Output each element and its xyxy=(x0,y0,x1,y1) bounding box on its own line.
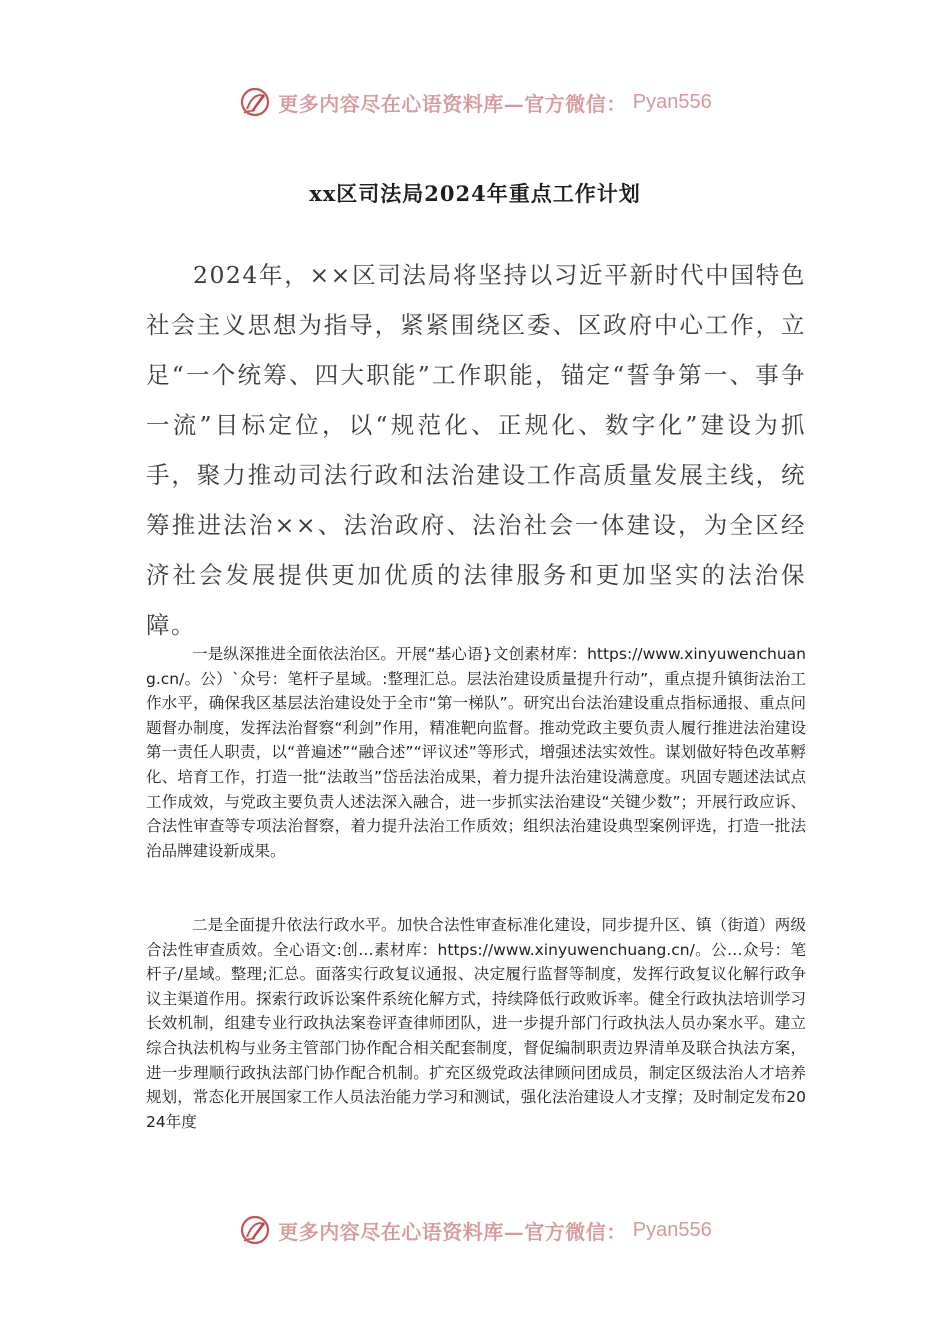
header-watermark xyxy=(0,80,950,124)
lead-paragraph: 2024年，××区司法局将坚持以习近平新时代中国特色社会主义思想为指导，紧紧围绕区委、区政府中心工作，立足“一个统筹、四大职能”工作职能，锚定“誓争第一、事争一流”目标定位，以“规范化、正规化、数字化”建设为抓手，聚力推动司法行政和法治建设工作高质量发展主线，统筹推进法治××、法治政府、法治社会一体建设，为全区经济社会发展提供更加优质的法律服务和更加坚实的法治保障。 xyxy=(146,261,806,639)
body-paragraph-1: 一是纵深推进全面依法治区。开展“基心语}文创素材库：https://www.xinyuwenchuang.cn/。公）`众号：笔杆子星域。:整理汇总。层法治建设质量提升行动”，重点提升镇街法治工作水平，确保我区基层法治建设处于全市“第一梯队”。研究出台法治建设重点指标通报、重点问题督办制度，发挥法治督察“利剑”作用，精准靶向监督。推动党政主要负责人履行推进法治建设第一责任人职责，以“普遍述”“融合述”“评议述”等形式，增强述法实效性。谋划做好特色改革孵化、培育工作，打造一批“法敢当”岱岳法治成果，着力提升法治建设满意度。巩固专题述法试点工作成效，与党政主要负责人述法深入融合，进一步抓实法治建设“关键少数”；开展行政应诉、合法性审查等专项法治督察，着力提升法治工作质效；组织法治建设典型案例评选，打造一批法治品牌建设新成果。 xyxy=(146,645,806,860)
pen-swirl-logo-icon xyxy=(238,85,272,119)
document-title: xx区司法局2024年重点工作计划 xyxy=(309,181,641,206)
watermark-content xyxy=(238,85,711,119)
watermark-text: 更多内容尽在心语资料库—官方微信： xyxy=(278,1219,627,1244)
body-paragraph-2: 二是全面提升依法行政水平。加快合法性审查标准化建设，同步提升区、镇（街道）两级合法性审查质效。全心语文:创…素材库：https://www.xinyuwenchuang.cn/。公…众号：笔杆子/星域。整理;汇总。面落实行政复议通报、决定履行监督等制度，发挥行政复议化解行政争议主渠道作用。探索行政诉讼案件系统化解方式，持续降低行政败诉率。健全行政执法培训学习长效机制，组建专业行政执法案卷评查律师团队，进一步提升部门行政执法人员办案水平。建立综合执法机构与业务主管部门协作配合相关配套制度，督促编制职责边界清单及联合执法方案，进一步理顺行政执法部门协作配合机制。扩充区级党政法律顾问团成员，制定区级法治人才培养规划，常态化开展国家工作人员法治能力学习和测试，强化法治建设人才支撑；及时制定发布2024年度 xyxy=(146,916,806,1131)
watermark-content xyxy=(238,1213,711,1247)
watermark-text: 更多内容尽在心语资料库—官方微信： xyxy=(278,91,627,116)
footer-watermark xyxy=(0,1208,950,1252)
watermark-wechat-id: Pyan556 xyxy=(632,1218,712,1241)
watermark-wechat-id: Pyan556 xyxy=(632,90,712,113)
pen-swirl-logo-icon xyxy=(238,1213,272,1247)
